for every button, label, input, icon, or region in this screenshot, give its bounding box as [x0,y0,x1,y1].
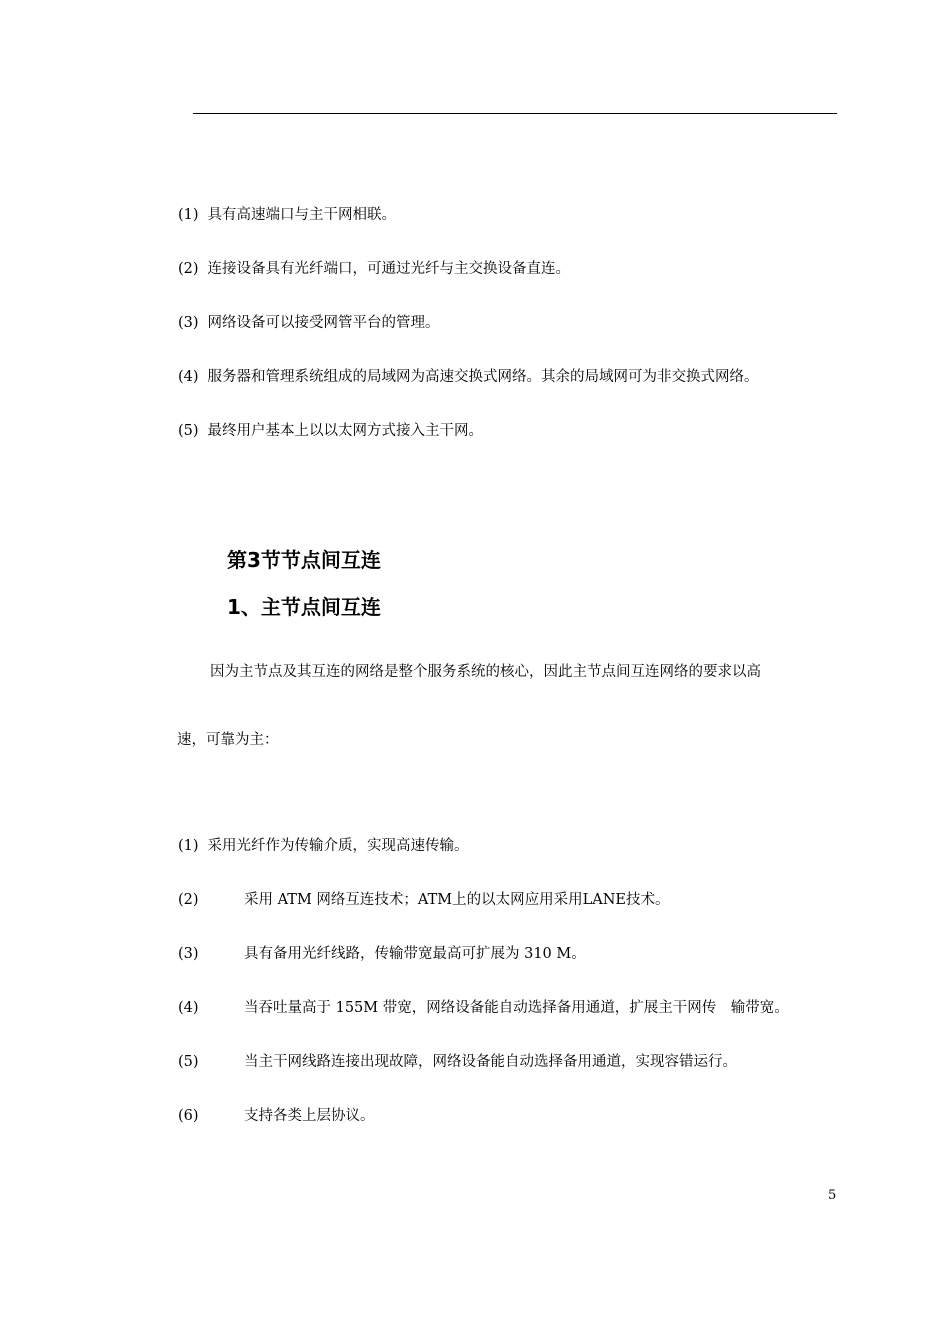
list-item-text: 当吞吐量高于 155M 带宽，网络设备能自动选择备用通道，扩展主干网传 输带宽。 [244,1000,789,1016]
list-item-number: (3) [178,315,199,331]
list-item [178,367,759,387]
list-item-text: 最终用户基本上以以太网方式接入主干网。 [207,423,484,439]
list-item-number: (4) [178,369,199,385]
list-item-text: 具有备用光纤线路，传输带宽最高可扩展为 310 M。 [244,946,586,962]
list-item-text: 连接设备具有光纤端口，可通过光纤与主交换设备直连。 [207,261,571,277]
list-item-number: (3) [178,946,199,962]
list-item-number: (1) [178,838,199,854]
list-item [178,205,396,225]
header-rule [193,113,837,114]
list-item [178,421,483,441]
list-item-number: (5) [178,1054,199,1070]
list-item-number: (1) [178,207,199,223]
list-item-text: 网络设备可以接受网管平台的管理。 [207,315,440,331]
list-item-number: (2) [178,892,199,908]
list-item-text: 支持各类上层协议。 [244,1108,375,1124]
list-item-number: (4) [178,1000,199,1016]
list-item [178,313,440,333]
list-item [178,998,789,1018]
list-item [178,836,469,856]
list-item-number: (2) [178,261,199,277]
list-item-text: 采用 ATM 网络互连技术；ATM上的以太网应用采用LANE技术。 [244,892,670,908]
list-item [178,259,570,279]
page-number: 5 [828,1188,837,1203]
list-item-number: (6) [178,1108,199,1124]
list-item [178,1052,737,1072]
subsection-heading: 1、主节点间互连 [227,595,381,619]
list-item-text: 具有高速端口与主干网相联。 [207,207,397,223]
list-item [178,1106,375,1126]
section-heading: 第3节节点间互连 [227,548,381,572]
list-item-text: 采用光纤作为传输介质，实现高速传输。 [207,838,469,854]
list-item [178,890,669,910]
list-item-number: (5) [178,423,199,439]
list-item [178,944,586,964]
list-item-text: 服务器和管理系统组成的局域网为高速交换式网络。其余的局域网可为非交换式网络。 [207,369,759,385]
list-item-text: 当主干网线路连接出现故障，网络设备能自动选择备用通道，实现容错运行。 [244,1054,737,1070]
paragraph-line: 因为主节点及其互连的网络是整个服务系统的核心，因此主节点间互连网络的要求以高 [210,664,761,680]
paragraph-line: 速，可靠为主： [177,732,279,748]
